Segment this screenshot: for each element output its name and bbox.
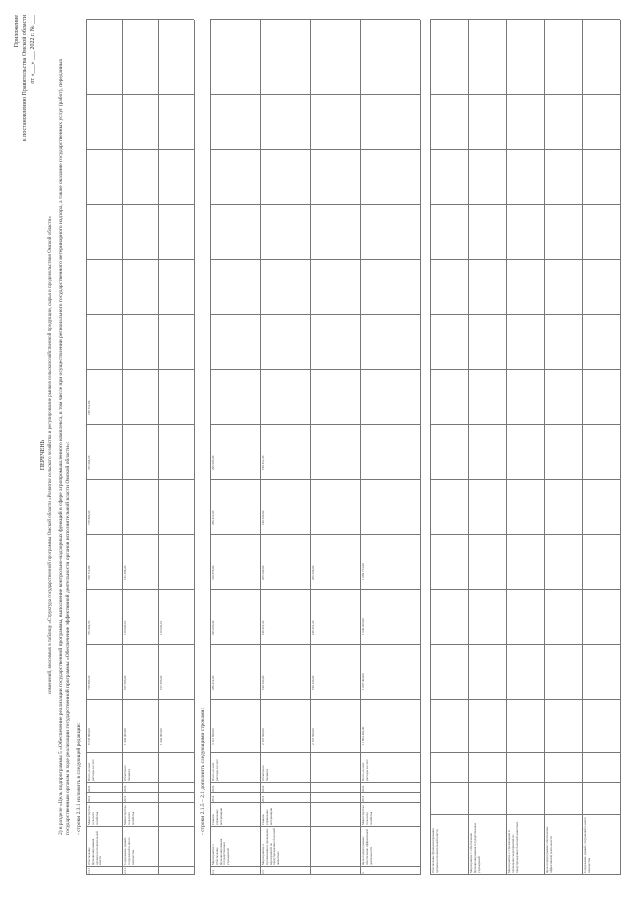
- row-year-start: 2014: [211, 795, 215, 802]
- row-value-3: 310 870,00: [211, 565, 215, 580]
- intro-paragraph: 2) в разделе «Цель подпрограммы 5 «Обеспечение реализации государственной программы, выполнение контрольно-надзорных функций в сфере агропромышленного комплекса, в том числе при осуществлении регионального государственного ветеринарного надзора, а также оказание государственных услуг (работ), переданных государственным органам в ходе реализации государственной программы «Обеспечение эффективной деятельности органов исполнительной власти Омской области»:: [58, 58, 71, 835]
- structure-table-1: [86, 20, 194, 875]
- row-year-start: 2014: [123, 795, 127, 802]
- row-value-2: 295 006,40: [211, 455, 215, 470]
- note-append: - строки 2.1.5 – 2.1 дополнить следующими строками:: [200, 707, 206, 835]
- row-source: Областного бюджета: [123, 765, 131, 781]
- order-date: от «___» ___ 2022 г. № ___: [30, 15, 36, 84]
- row-year-end: 2024: [261, 785, 265, 792]
- row-value-2: 198 451,20: [261, 455, 265, 470]
- row-source: Всего, из них расходы за счет:: [361, 758, 369, 781]
- row-value-2: 110 020,10: [159, 620, 163, 635]
- row-value-1: 190 320,00: [261, 675, 265, 690]
- row-number: 2.5: [261, 870, 265, 874]
- row-value-1: 107 306,00: [123, 675, 127, 690]
- indicator-name: Содержание зданий, сооружений и иного имущества: [583, 817, 591, 873]
- row-year-start: 2014: [87, 795, 91, 802]
- row-value-3: 748 712,80: [87, 565, 91, 580]
- row-value-2: 110 020,10: [123, 620, 127, 635]
- row-number: [362, 872, 366, 874]
- row-source: Всего, из них расходы за счет:: [87, 758, 95, 781]
- indicator-table: [430, 20, 620, 875]
- row-value-2: 295 006,40: [211, 620, 215, 635]
- row-value-1: 280 412,00: [211, 675, 215, 690]
- row-value-1: 190 320,00: [311, 675, 315, 690]
- appendix-label: Приложение: [14, 15, 20, 48]
- row-total: 1 404 005,90: [123, 728, 127, 745]
- row-executor: Главное управление ветеринарии: [211, 807, 223, 825]
- order-reference: к постановлению Правительства Омской области: [22, 15, 28, 142]
- row-executor: Министерство сельского хозяйства: [361, 805, 373, 825]
- row-value-3: 131 508,20: [123, 565, 127, 580]
- row-name: Мероприятие 1. Обеспечение функционирования государственных учреждений: [211, 838, 231, 865]
- row-value-2: 198 451,20: [261, 620, 265, 635]
- row-value-3: 1 089 713,40: [361, 563, 365, 580]
- row-name: Мероприятие 2. Организация и проведение мероприятий по предупреждению болезней животных: [261, 828, 281, 865]
- row-year-end: 2024: [361, 785, 365, 792]
- row-source: Областного бюджета: [261, 765, 269, 781]
- row-name: Содержание зданий, сооружений и иного имущества: [123, 837, 135, 865]
- row-name: Обеспечение функционирования органов исполнительной власти: [87, 831, 103, 865]
- row-total: 2 118 600,00: [311, 728, 315, 745]
- note-replace: - строки 2.3.1 изложить в следующей редакции:: [76, 722, 82, 835]
- row-value-2: 731 004,56: [87, 620, 91, 635]
- row-value-2: 198 451,20: [311, 620, 315, 635]
- row-executor: Главное управление ветеринарии: [261, 807, 273, 825]
- indicator-name: Обеспечение функционирования органов исполнительной власти: [431, 828, 439, 873]
- row-value-2: 731 004,56: [87, 455, 91, 470]
- row-total: 11 804 402,00: [361, 726, 365, 745]
- structure-table-2: [210, 20, 420, 875]
- rotated-sheet: [10, 15, 630, 895]
- row-value-1: 718 800,50: [87, 675, 91, 690]
- document-title: ПЕРЕЧЕНЬ: [40, 439, 46, 471]
- row-year-start: 2014: [361, 795, 365, 802]
- row-value-3: 205 640,00: [261, 565, 265, 580]
- row-value-1: 718 800,50: [87, 510, 91, 525]
- row-name: Цель подпрограммы: обеспечение эффективной деятельности: [361, 829, 373, 865]
- row-total: 8 745 800,00: [87, 728, 91, 745]
- row-value-3: 205 640,00: [311, 565, 315, 580]
- row-executor: Министерство сельского хозяйства: [123, 805, 135, 825]
- indicator-name: Цель подпрограммы: обеспечение эффективной деятельности: [545, 826, 553, 873]
- row-value-1: 107 306,00: [159, 675, 163, 690]
- row-year-end: 2024: [211, 785, 215, 792]
- row-value-3: 748 712,80: [87, 400, 91, 415]
- row-value-1: 280 412,00: [211, 510, 215, 525]
- row-year-end: 2024: [87, 785, 91, 792]
- document-subtitle: изменений, вносимых в таблицу «Структура государственной программы Омской области «Развитие сельского хозяйства и регулирование рынков сельскохозяйственной продукции, сырья и продовольствия Омской области»: [48, 216, 53, 694]
- row-year-start: 2014: [261, 795, 265, 802]
- row-total: 1 404 005,90: [159, 728, 163, 745]
- row-source: Всего, из них расходы за счет:: [211, 758, 219, 781]
- row-total: 2 118 600,00: [261, 728, 265, 745]
- row-value-1: 190 320,00: [261, 510, 265, 525]
- row-total: 3 112 800,00: [211, 728, 215, 745]
- indicator-name: Мероприятие 2. Организация и проведение мероприятий по предупреждению болезней животных: [507, 821, 519, 873]
- row-number: 2.3.2: [123, 867, 127, 874]
- row-executor: Министерство сельского хозяйства: [87, 805, 99, 825]
- row-number: 2.3.1: [87, 867, 91, 874]
- row-value-1: 1 007 404,00: [361, 673, 365, 690]
- row-year-end: 2024: [123, 785, 127, 792]
- indicator-name: Мероприятие 1. Обеспечение функционирования государственных учреждений: [469, 822, 481, 873]
- row-value-2: 1 040 206,90: [361, 618, 365, 635]
- row-number: 2.4: [211, 870, 215, 874]
